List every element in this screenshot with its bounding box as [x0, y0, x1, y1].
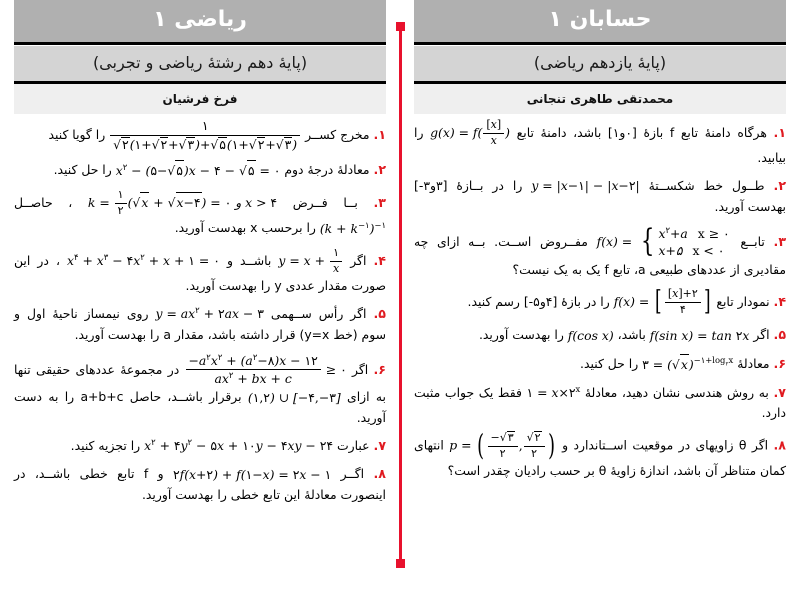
problem-number: ۱. [773, 124, 786, 140]
problem-text-segment: باشد، [617, 327, 646, 343]
math-expression: $x^۲$ − (۵−√۵)x − ۴ − √۵ = ۰ [116, 160, 281, 181]
right-column-subtitle: (پایهٔ دهم رشتهٔ ریاضی و تجربی) [14, 45, 386, 84]
problem-text-segment: مخرج کســر [305, 127, 370, 143]
problem-number: ۱. [373, 127, 386, 143]
column-divider [399, 0, 402, 600]
problem-text-segment: اگر [352, 361, 369, 377]
math-expression: f(x) = { $x^۲+a$ x ≥ ۰ x+۵ x < ۰ [596, 223, 730, 259]
problem-number: ۴. [373, 252, 386, 268]
problem-text-segment: را گویا کنید [48, 127, 106, 143]
problem-number: ۳. [773, 233, 786, 249]
math-expression: $\frac{-a^۲x^۲ + (a^۲-۸)x - ۱۲}{ax^۲ + bx + c}$ ≥ ۰ [185, 353, 347, 388]
problem-item [414, 383, 786, 424]
problem-text-segment: را در بازهٔ [۴و۵-] رسم کنید. [467, 294, 610, 310]
problem-text-segment: اگر [350, 252, 367, 268]
problem-text-segment: انتهای کمان متناظر آن باشد، اندازهٔ زاویهٔ θ بر حسب رادیان چقدر است؟ [414, 437, 786, 479]
problem-text-segment: طــول خط شکســتهٔ [648, 178, 765, 194]
problem-item [414, 176, 786, 217]
problem-number: ۲. [373, 162, 386, 178]
math-expression: k = $\frac{۱}{۲}$ (√x + √x−۴) = ۰ و x > ۴ [87, 188, 278, 218]
left-problem-list [414, 114, 786, 481]
problem-number: ۳. [373, 195, 386, 211]
math-expression: ۲f(x+۲) + f(۱−x) = ۲x − ۱ [172, 466, 332, 482]
problem-text-segment: را برحسب x بهدست آورید. [174, 220, 316, 236]
problem-text-segment: اگر رأس ســهمی [270, 305, 367, 321]
math-expression: $\frac{۱}{√۲(۱+√۲+√۳)+√۵(۱+√۲+√۳)}$ [109, 119, 301, 152]
problem-item [414, 354, 786, 375]
math-expression: (۱,۲) ∪ [−۴,−۳] [247, 389, 341, 405]
math-expression: $y = ax^۲$ + ۲ax − ۳ [155, 305, 264, 322]
math-expression: ۳ = $(√x)^{-۱+log_۲x}$ [642, 354, 733, 375]
problem-text-segment: را حل کنید. [53, 162, 112, 178]
problem-text-segment: اگر θ زاویهای در موقعیت اســتاندارد و [562, 437, 769, 453]
problem-number: ۴. [773, 294, 786, 310]
problem-number: ۷. [373, 437, 386, 453]
problem-text-segment: را در بــازهٔ [۳و۳-] بهدست آورید. [414, 178, 786, 214]
problem-item [14, 304, 386, 345]
problem-text-segment: اگــر [340, 466, 365, 482]
problem-number: ۸. [373, 466, 386, 482]
problem-number: ۲. [773, 178, 786, 194]
math-expression: g(x) = f( $\frac{[x]}{x}$ ) [430, 118, 511, 147]
problem-item [414, 428, 786, 481]
left-column-header [414, 0, 786, 114]
left-column-subtitle: (پایهٔ یازدهم ریاضی) [414, 45, 786, 84]
right-column-title: ریاضی ۱ [14, 0, 386, 45]
math-expression: $x^۴ + x^۳$ − $۴x^۲ + x$ + ۱ = ۰ [67, 252, 220, 269]
problem-item [414, 288, 786, 317]
problem-text-segment: را بهدست آورید. [478, 327, 564, 343]
problem-text-segment: معادلهٔ درجهٔ دوم [284, 162, 370, 178]
divider-line [399, 28, 402, 566]
problem-text-segment: بــا فــرض [292, 195, 358, 211]
problem-item [14, 189, 386, 239]
problem-text-segment: اگر [753, 327, 770, 343]
problem-text-segment: ، در این صورت مقدار عددی y را بهدست آورید. [14, 252, 386, 293]
math-expression: f(cos x) [567, 327, 614, 343]
problem-text-segment: را بیابید. [414, 124, 786, 165]
problem-item [414, 225, 786, 280]
problem-text-segment: معادلهٔ [737, 355, 770, 371]
problem-text-segment: را تجزیه کنید. [70, 437, 141, 453]
left-column-author: محمدتقی طاهری تنجانی [414, 84, 786, 114]
problem-item [14, 436, 386, 457]
divider-cap-bottom [396, 559, 405, 568]
math-expression: f(x) = [ $\frac{[x]+۲}{۴}$ ] [613, 286, 711, 318]
left-column [400, 0, 800, 600]
problem-text-segment: روی نیمساز ناحیهٔ اول و سوم (خط y=x) قرار داشته باشد، مقدار a را بهدست آورید. [14, 305, 386, 342]
problem-text-segment: هرگاه دامنهٔ تابع f بازهٔ [۰و۱] باشد، دامنهٔ تابع [516, 124, 767, 140]
math-expression: $x^۲$ + $۴y^۲$ − ۵x + ۱۰y − ۴xy − ۲۴ [144, 437, 334, 454]
problem-text-segment: و f تابع خطی باشــد، در اینصورت معادلهٔ این تابع خطی را بهدست آورید. [14, 466, 386, 502]
problem-number: ۷. [773, 384, 786, 400]
left-column-title: حسابان ۱ [414, 0, 786, 45]
problem-item [14, 353, 386, 428]
right-column-author: فرخ فرشیان [14, 84, 386, 114]
problem-item [414, 119, 786, 168]
problem-item [14, 119, 386, 152]
math-expression: p = ( $\frac{-√۳}{۲}$ , $\frac{√۲}{۲}$ ) [449, 428, 555, 462]
problem-text-segment: نمودار تابع [716, 294, 770, 310]
problem-text-segment: برقرار باشــد، حاصل a+b+c را به دست آورید. [14, 389, 386, 425]
problem-number: ۶. [773, 355, 786, 371]
problem-item [14, 160, 386, 181]
math-expression: f(sin x) = tan ۲x [649, 327, 750, 343]
problem-number: ۵. [773, 327, 786, 343]
problem-text-segment: را حل کنید. [580, 355, 639, 371]
problem-text-segment: به روش هندسی نشان دهید، معادلهٔ [584, 384, 769, 400]
problem-number: ۶. [373, 361, 386, 377]
problem-text-segment: ، حاصــل [14, 195, 73, 211]
right-column-header [14, 0, 386, 114]
problem-item [414, 325, 786, 346]
math-expression: ۱ = $x\times ۲^x$ [526, 384, 581, 401]
problem-text-segment: باشــد و [226, 252, 272, 268]
problem-number: ۸. [773, 437, 786, 453]
math-expression: $(k + k^{-۱})^{-۱}$ [319, 219, 386, 236]
right-problem-list [14, 114, 386, 505]
problem-text-segment: در مجموعهٔ عددهای حقیقی تنها به ازای [14, 361, 386, 405]
math-expression: y = |x−۱| − |x−۲| [531, 178, 640, 194]
problem-text-segment: تابــع [740, 233, 765, 249]
problem-item [14, 464, 386, 505]
problem-item [14, 247, 386, 296]
problem-number: ۵. [373, 305, 386, 321]
problem-text-segment: مفــروض اســت. بــه ازای چه مقادیری از عددهای طبیعی a، تابع f یک به یک نیست؟ [414, 233, 786, 278]
problem-text-segment: فقط یک جواب مثبت دارد. [414, 384, 786, 421]
math-expression: y = x + $\frac{۱}{x}$ [278, 247, 343, 276]
problem-text-segment: عبارت [337, 437, 370, 453]
